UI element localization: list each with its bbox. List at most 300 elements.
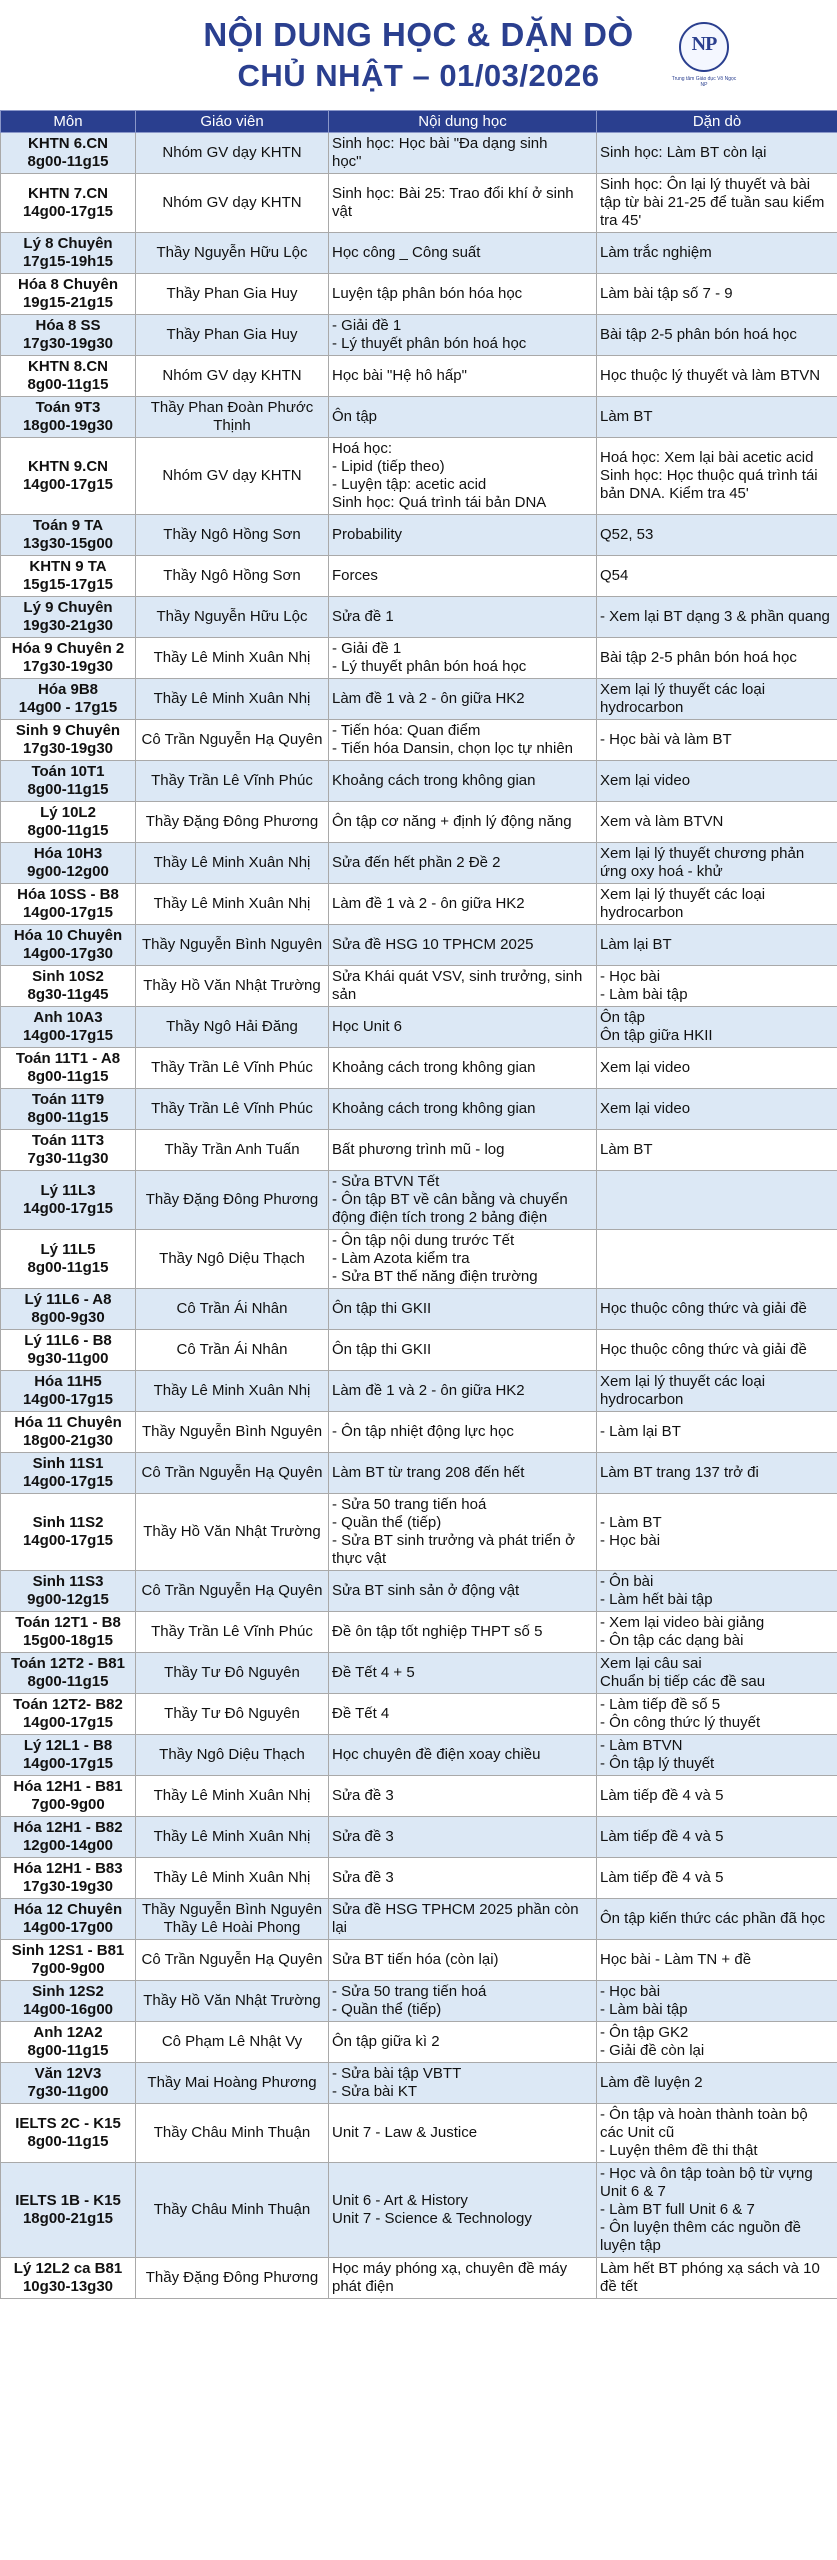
- cell-mon-line: 14g00-17g15: [22, 1200, 114, 1217]
- cell-mon: [1, 638, 136, 679]
- table-row: [1, 1371, 837, 1412]
- cell-dan-do: [597, 761, 837, 802]
- cell-giao-vien-line: Nhóm GV dạy KHTN: [162, 467, 302, 484]
- cell-mon: [1, 1412, 136, 1453]
- cell-dan-do-line: Làm đề luyện 2: [600, 2074, 703, 2091]
- cell-giao-vien: [136, 2104, 329, 2163]
- cell-noi-dung-hoc: [329, 1171, 597, 1230]
- cell-giao-vien: [136, 638, 329, 679]
- cell-mon: [1, 2022, 136, 2063]
- table-row: [1, 1981, 837, 2022]
- cell-dan-do-line: Làm tiếp đề 4 và 5: [600, 1787, 724, 1804]
- cell-noi-dung-hoc-line: động điện tích trong 2 bảng điện: [332, 1209, 548, 1226]
- cell-noi-dung-hoc-line: - Sửa BT thế năng điện trường: [332, 1268, 538, 1285]
- cell-dan-do-line: Làm BT: [600, 408, 653, 425]
- cell-dan-do: [597, 274, 837, 315]
- cell-mon: [1, 966, 136, 1007]
- cell-noi-dung-hoc-line: - Tiến hóa: Quan điểm: [332, 722, 481, 739]
- cell-giao-vien-line: Thầy Đặng Đông Phương: [145, 2269, 319, 2286]
- cell-mon: [1, 2104, 136, 2163]
- cell-mon-line: Lý 11L5: [40, 1241, 96, 1258]
- cell-dan-do: [597, 1694, 837, 1735]
- cell-noi-dung-hoc: [329, 1230, 597, 1289]
- cell-noi-dung-hoc-line: Sinh học: Quá trình tái bản DNA: [332, 494, 547, 511]
- cell-giao-vien: [136, 1007, 329, 1048]
- cell-mon-line: 15g00-18g15: [22, 1632, 114, 1649]
- table-row: [1, 1940, 837, 1981]
- cell-mon-line: 9g00-12g15: [27, 1591, 109, 1608]
- table-header: [1, 111, 837, 133]
- table-row: [1, 1453, 837, 1494]
- cell-giao-vien: [136, 925, 329, 966]
- cell-giao-vien-line: Thầy Lê Minh Xuân Nhị: [153, 649, 311, 666]
- cell-noi-dung-hoc-line: Học chuyên đề điện xoay chiều: [332, 1746, 541, 1763]
- cell-giao-vien: [136, 1653, 329, 1694]
- cell-giao-vien-line: Thầy Phan Đoàn Phước: [150, 399, 314, 416]
- cell-dan-do: [597, 925, 837, 966]
- table-row: [1, 1571, 837, 1612]
- cell-dan-do-line: - Làm BT: [600, 1514, 662, 1531]
- cell-mon-line: Sinh 11S1: [32, 1455, 104, 1472]
- cell-giao-vien-line: Thầy Nguyễn Hữu Lộc: [156, 608, 308, 625]
- cell-noi-dung-hoc-line: học": [332, 153, 362, 170]
- cell-giao-vien-line: Thầy Mai Hoàng Phương: [147, 2074, 317, 2091]
- cell-giao-vien: [136, 556, 329, 597]
- cell-giao-vien: [136, 1371, 329, 1412]
- cell-mon: [1, 1940, 136, 1981]
- cell-noi-dung-hoc-line: - Sửa BT sinh trưởng và phát triển ở: [332, 1532, 575, 1549]
- cell-mon-line: 8g00-9g30: [31, 1309, 105, 1326]
- cell-noi-dung-hoc-line: Sinh học: Học bài "Đa dạng sinh: [332, 135, 548, 152]
- table-row: [1, 315, 837, 356]
- cell-dan-do: [597, 720, 837, 761]
- cell-dan-do-line: Q54: [600, 567, 629, 584]
- header-mon: Môn: [1, 111, 136, 133]
- cell-noi-dung-hoc: [329, 966, 597, 1007]
- cell-giao-vien-line: Cô Trần Nguyễn Hạ Quyên: [141, 1951, 323, 1968]
- cell-noi-dung-hoc-line: Sinh học: Bài 25: Trao đổi khí ở sinh: [332, 185, 574, 202]
- cell-giao-vien-line: Thầy Nguyễn Bình Nguyên: [141, 1423, 323, 1440]
- cell-giao-vien-line: Thầy Lê Minh Xuân Nhị: [153, 1382, 311, 1399]
- cell-mon-line: 14g00-17g30: [22, 945, 114, 962]
- cell-giao-vien: [136, 1230, 329, 1289]
- cell-mon-line: 7g30-11g30: [27, 1150, 109, 1167]
- cell-noi-dung-hoc-line: Sửa đề 1: [332, 608, 394, 625]
- cell-noi-dung-hoc-line: - Quần thể (tiếp): [332, 1514, 442, 1531]
- cell-noi-dung-hoc-line: - Ôn tập BT về cân bằng và chuyển: [332, 1191, 568, 1208]
- cell-giao-vien: [136, 802, 329, 843]
- schedule-table: [0, 110, 837, 2299]
- cell-noi-dung-hoc-line: Luyện tập phân bón hóa học: [332, 285, 523, 302]
- cell-noi-dung-hoc-line: Unit 7 - Science & Technology: [332, 2210, 532, 2227]
- cell-mon-line: 8g00-11g15: [27, 1259, 109, 1276]
- cell-giao-vien: [136, 1048, 329, 1089]
- cell-mon-line: 14g00-17g15: [22, 1755, 114, 1772]
- table-row: [1, 1653, 837, 1694]
- cell-giao-vien-line: Thầy Hồ Văn Nhật Trường: [143, 1523, 321, 1540]
- cell-dan-do-line: - Học bài: [600, 1983, 661, 2000]
- cell-mon: [1, 174, 136, 233]
- cell-mon: [1, 1653, 136, 1694]
- cell-giao-vien-line: Nhóm GV dạy KHTN: [162, 144, 302, 161]
- cell-giao-vien: [136, 438, 329, 515]
- cell-mon: [1, 2063, 136, 2104]
- page-title: NỘI DUNG HỌC & DẶN DÒ: [203, 16, 634, 53]
- cell-dan-do: [597, 1735, 837, 1776]
- cell-noi-dung-hoc: [329, 397, 597, 438]
- cell-dan-do-line: - Ôn tập các dạng bài: [600, 1632, 744, 1649]
- cell-giao-vien-line: Thầy Trần Lê Vĩnh Phúc: [151, 1059, 313, 1076]
- cell-giao-vien: [136, 133, 329, 174]
- cell-dan-do: [597, 1858, 837, 1899]
- cell-dan-do: [597, 2022, 837, 2063]
- cell-noi-dung-hoc-line: - Lý thuyết phân bón hoá học: [332, 335, 527, 352]
- cell-noi-dung-hoc-line: Unit 6 - Art & History: [332, 2192, 468, 2209]
- table-row: [1, 2104, 837, 2163]
- cell-dan-do-line: - Giải đề còn lại: [600, 2042, 705, 2059]
- cell-noi-dung-hoc-line: Học máy phóng xạ, chuyên đề máy: [332, 2260, 568, 2277]
- cell-giao-vien: [136, 1899, 329, 1940]
- cell-mon-line: KHTN 7.CN: [27, 185, 108, 202]
- cell-noi-dung-hoc-line: - Giải đề 1: [332, 640, 402, 657]
- cell-mon-line: Sinh 11S2: [32, 1514, 104, 1531]
- cell-giao-vien: [136, 1940, 329, 1981]
- cell-dan-do: [597, 843, 837, 884]
- cell-noi-dung-hoc-line: Làm đề 1 và 2 - ôn giữa HK2: [332, 895, 525, 912]
- cell-giao-vien: [136, 356, 329, 397]
- cell-mon: [1, 438, 136, 515]
- cell-dan-do-line: Xem lại lý thuyết các loại: [600, 681, 766, 698]
- cell-dan-do-line: Làm BT trang 137 trở đi: [600, 1464, 759, 1481]
- cell-mon-line: 18g00-21g30: [22, 1432, 114, 1449]
- cell-noi-dung-hoc: [329, 597, 597, 638]
- cell-giao-vien: [136, 1330, 329, 1371]
- cell-dan-do: [597, 397, 837, 438]
- table-row: [1, 174, 837, 233]
- cell-noi-dung-hoc-line: Làm BT từ trang 208 đến hết: [332, 1464, 525, 1481]
- table-row: [1, 556, 837, 597]
- cell-dan-do: [597, 515, 837, 556]
- cell-noi-dung-hoc-line: - Sửa bài KT: [332, 2083, 418, 2100]
- cell-dan-do-line: Ôn tập giữa HKII: [600, 1027, 713, 1044]
- table-body: [1, 133, 837, 2299]
- cell-mon-line: 14g00-17g00: [22, 1919, 114, 1936]
- cell-dan-do: [597, 174, 837, 233]
- cell-mon-line: Lý 11L6 - A8: [24, 1291, 112, 1308]
- cell-mon-line: Toán 9 TA: [32, 517, 104, 534]
- cell-mon-line: Hóa 10H3: [33, 845, 103, 862]
- logo-text: NP: [691, 33, 717, 55]
- cell-noi-dung-hoc: [329, 1981, 597, 2022]
- cell-mon-line: Hóa 11 Chuyên: [14, 1414, 122, 1431]
- cell-noi-dung-hoc-line: Làm đề 1 và 2 - ôn giữa HK2: [332, 1382, 525, 1399]
- cell-dan-do: [597, 884, 837, 925]
- cell-noi-dung-hoc: [329, 515, 597, 556]
- cell-mon-line: Hóa 11H5: [34, 1373, 102, 1390]
- cell-dan-do: [597, 2258, 837, 2299]
- cell-noi-dung-hoc: [329, 1453, 597, 1494]
- cell-giao-vien: [136, 1289, 329, 1330]
- cell-dan-do: [597, 1776, 837, 1817]
- cell-noi-dung-hoc-line: Sửa đề 3: [332, 1828, 394, 1845]
- cell-noi-dung-hoc-line: Sửa đề 3: [332, 1869, 394, 1886]
- cell-mon-line: Hóa 8 SS: [35, 317, 101, 334]
- cell-dan-do-line: Học thuộc lý thuyết và làm BTVN: [600, 367, 821, 384]
- table-row: [1, 1612, 837, 1653]
- cell-giao-vien-line: Thịnh: [213, 417, 251, 434]
- cell-noi-dung-hoc-line: Ôn tập thi GKII: [332, 1300, 432, 1317]
- table-row: [1, 1089, 837, 1130]
- cell-dan-do-line: Xem lại video: [600, 1059, 691, 1076]
- cell-dan-do-line: Hoá học: Xem lại bài acetic acid: [600, 449, 814, 466]
- table-row: [1, 1230, 837, 1289]
- cell-dan-do: [597, 1089, 837, 1130]
- cell-dan-do-line: - Làm BT full Unit 6 & 7: [600, 2201, 755, 2218]
- cell-giao-vien-line: Nhóm GV dạy KHTN: [162, 367, 302, 384]
- cell-dan-do-line: - Xem lại BT dạng 3 & phần quang: [600, 608, 830, 625]
- cell-dan-do-line: Làm hết BT phóng xạ sách và 10: [600, 2260, 820, 2277]
- cell-mon-line: 17g30-19g30: [22, 658, 114, 675]
- cell-noi-dung-hoc-line: - Ôn tập nhiệt động lực học: [332, 1423, 514, 1440]
- cell-noi-dung-hoc: [329, 233, 597, 274]
- table-row: [1, 1171, 837, 1230]
- cell-mon: [1, 597, 136, 638]
- cell-mon: [1, 1171, 136, 1230]
- cell-dan-do-line: Làm trắc nghiệm: [600, 244, 712, 261]
- cell-mon-line: Hóa 10SS - B8: [17, 886, 119, 903]
- cell-noi-dung-hoc: [329, 1412, 597, 1453]
- cell-noi-dung-hoc: [329, 1048, 597, 1089]
- cell-dan-do-line: Học thuộc công thức và giải đề: [600, 1341, 807, 1358]
- table-row: [1, 1330, 837, 1371]
- cell-giao-vien: [136, 843, 329, 884]
- cell-dan-do-line: - Làm BTVN: [600, 1737, 683, 1754]
- table-row: [1, 1694, 837, 1735]
- cell-dan-do: [597, 133, 837, 174]
- cell-dan-do-line: - Luyện thêm đề thi thật: [600, 2142, 758, 2159]
- cell-mon-line: 14g00-17g15: [22, 1391, 114, 1408]
- cell-dan-do: [597, 1371, 837, 1412]
- cell-dan-do-line: Sinh học: Ôn lại lý thuyết và bài: [600, 176, 811, 193]
- cell-giao-vien-line: Cô Trần Ái Nhân: [176, 1300, 288, 1317]
- cell-dan-do-line: - Ôn tập GK2: [600, 2024, 689, 2041]
- cell-mon-line: 12g00-14g00: [22, 1837, 114, 1854]
- cell-mon: [1, 843, 136, 884]
- cell-mon: [1, 1371, 136, 1412]
- cell-mon-line: Hóa 12H1 - B82: [13, 1819, 123, 1836]
- cell-giao-vien: [136, 233, 329, 274]
- cell-giao-vien: [136, 1776, 329, 1817]
- cell-mon-line: Toán 10T1: [31, 763, 105, 780]
- cell-giao-vien-line: Thầy Lê Minh Xuân Nhị: [153, 1869, 311, 1886]
- cell-noi-dung-hoc-line: Hoá học:: [332, 440, 393, 457]
- table-row: [1, 1007, 837, 1048]
- table-row: [1, 515, 837, 556]
- cell-mon: [1, 1048, 136, 1089]
- cell-mon: [1, 1230, 136, 1289]
- cell-mon-line: 10g30-13g30: [22, 2278, 114, 2295]
- cell-mon-line: 14g00-17g15: [22, 1532, 114, 1549]
- cell-giao-vien-line: Thầy Ngô Hải Đăng: [166, 1018, 298, 1035]
- cell-giao-vien: [136, 1981, 329, 2022]
- cell-mon-line: Anh 12A2: [33, 2024, 103, 2041]
- cell-mon: [1, 761, 136, 802]
- cell-dan-do: [597, 597, 837, 638]
- cell-mon: [1, 1981, 136, 2022]
- cell-giao-vien: [136, 1494, 329, 1571]
- table-row: [1, 1899, 837, 1940]
- cell-mon-line: 8g00-11g15: [27, 2133, 109, 2150]
- cell-dan-do-line: Làm tiếp đề 4 và 5: [600, 1869, 724, 1886]
- cell-noi-dung-hoc: [329, 1571, 597, 1612]
- cell-dan-do: [597, 1330, 837, 1371]
- cell-mon: [1, 802, 136, 843]
- cell-noi-dung-hoc-line: - Sửa bài tập VBTT: [332, 2065, 462, 2082]
- cell-mon-line: Lý 12L2 ca B81: [13, 2260, 123, 2277]
- cell-giao-vien-line: Thầy Phan Gia Huy: [166, 326, 298, 343]
- cell-noi-dung-hoc: [329, 2258, 597, 2299]
- cell-giao-vien: [136, 274, 329, 315]
- cell-mon: [1, 2258, 136, 2299]
- page-header: [0, 0, 837, 110]
- cell-mon-line: Toán 12T2 - B81: [11, 1655, 125, 1672]
- cell-mon: [1, 925, 136, 966]
- cell-dan-do: [597, 315, 837, 356]
- cell-noi-dung-hoc: [329, 274, 597, 315]
- cell-mon-line: 17g30-19g30: [22, 335, 114, 352]
- cell-dan-do-line: - Ôn công thức lý thuyết: [600, 1714, 761, 1731]
- cell-noi-dung-hoc: [329, 1130, 597, 1171]
- cell-giao-vien: [136, 679, 329, 720]
- cell-mon-line: 13g30-15g00: [22, 535, 114, 552]
- cell-giao-vien: [136, 2022, 329, 2063]
- cell-dan-do: [597, 1494, 837, 1571]
- cell-giao-vien-line: Cô Trần Ái Nhân: [176, 1341, 288, 1358]
- table-row: [1, 802, 837, 843]
- cell-mon: [1, 1130, 136, 1171]
- cell-noi-dung-hoc: [329, 2063, 597, 2104]
- cell-noi-dung-hoc-line: Học công _ Công suất: [332, 244, 481, 261]
- table-row: [1, 1858, 837, 1899]
- cell-mon-line: Hóa 12H1 - B81: [13, 1778, 123, 1795]
- table-row: [1, 438, 837, 515]
- cell-noi-dung-hoc: [329, 1289, 597, 1330]
- brand-logo: [671, 22, 737, 88]
- cell-noi-dung-hoc-line: Học Unit 6: [332, 1018, 403, 1035]
- cell-mon-line: Hóa 9B8: [37, 681, 99, 698]
- cell-mon-line: KHTN 9 TA: [29, 558, 107, 575]
- table-row: [1, 1735, 837, 1776]
- cell-dan-do-line: Học thuộc công thức và giải đề: [600, 1300, 807, 1317]
- cell-noi-dung-hoc: [329, 638, 597, 679]
- cell-mon: [1, 1007, 136, 1048]
- cell-noi-dung-hoc: [329, 1612, 597, 1653]
- cell-dan-do-line: tập từ bài 21-25 để tuần sau kiểm: [600, 194, 825, 211]
- cell-giao-vien: [136, 720, 329, 761]
- cell-dan-do: [597, 1653, 837, 1694]
- cell-dan-do: [597, 802, 837, 843]
- cell-giao-vien-line: Thầy Lê Minh Xuân Nhị: [153, 690, 311, 707]
- cell-noi-dung-hoc-line: Unit 7 - Law & Justice: [332, 2124, 478, 2141]
- cell-mon-line: Lý 12L1 - B8: [23, 1737, 113, 1754]
- cell-giao-vien-line: Thầy Trần Lê Vĩnh Phúc: [151, 772, 313, 789]
- cell-mon: [1, 1776, 136, 1817]
- cell-dan-do-line: - Làm lại BT: [600, 1423, 681, 1440]
- cell-mon-line: Lý 11L3: [40, 1182, 96, 1199]
- cell-noi-dung-hoc-line: Sửa đến hết phần 2 Đề 2: [332, 854, 501, 871]
- table-row: [1, 884, 837, 925]
- cell-dan-do: [597, 1412, 837, 1453]
- cell-mon-line: Văn 12V3: [34, 2065, 102, 2082]
- cell-giao-vien: [136, 1612, 329, 1653]
- cell-mon-line: 19g30-21g30: [22, 617, 114, 634]
- cell-noi-dung-hoc: [329, 133, 597, 174]
- cell-dan-do-line: hydrocarbon: [600, 1391, 684, 1408]
- cell-mon: [1, 884, 136, 925]
- cell-noi-dung-hoc-line: Khoảng cách trong không gian: [332, 1059, 536, 1076]
- table-row: [1, 966, 837, 1007]
- cell-noi-dung-hoc: [329, 174, 597, 233]
- cell-noi-dung-hoc-line: - Sửa BTVN Tết: [332, 1173, 440, 1190]
- cell-giao-vien-line: Thầy Đặng Đông Phương: [145, 1191, 319, 1208]
- cell-giao-vien-line: Thầy Ngô Diệu Thạch: [159, 1746, 305, 1763]
- cell-dan-do-line: - Xem lại video bài giảng: [600, 1614, 765, 1631]
- cell-giao-vien: [136, 1412, 329, 1453]
- cell-noi-dung-hoc-line: Forces: [332, 567, 378, 584]
- cell-dan-do-line: tra 45': [600, 212, 642, 229]
- cell-noi-dung-hoc-line: Sửa Khái quát VSV, sinh trưởng, sinh: [332, 968, 583, 985]
- cell-giao-vien-line: Nhóm GV dạy KHTN: [162, 194, 302, 211]
- cell-noi-dung-hoc-line: - Lý thuyết phân bón hoá học: [332, 658, 527, 675]
- cell-mon-line: 9g00-12g00: [27, 863, 109, 880]
- cell-dan-do-line: Làm BT: [600, 1141, 653, 1158]
- cell-noi-dung-hoc-line: Sửa BT sinh sản ở động vật: [332, 1582, 520, 1599]
- cell-giao-vien-line: Thầy Hồ Văn Nhật Trường: [143, 977, 321, 994]
- cell-giao-vien: [136, 761, 329, 802]
- cell-mon-line: Sinh 9 Chuyên: [15, 722, 121, 739]
- cell-mon-line: Sinh 10S2: [32, 968, 104, 985]
- cell-giao-vien-line: Thầy Trần Anh Tuấn: [164, 1141, 300, 1158]
- cell-dan-do-line: Ôn tập kiến thức các phần đã học: [600, 1910, 826, 1927]
- cell-dan-do-line: Unit 6 & 7: [600, 2183, 666, 2200]
- cell-mon-line: 18g00-19g30: [22, 417, 114, 434]
- cell-giao-vien-line: Thầy Tư Đô Nguyên: [164, 1705, 300, 1722]
- cell-giao-vien-line: Thầy Ngô Diệu Thạch: [159, 1250, 305, 1267]
- cell-mon: [1, 1494, 136, 1571]
- cell-noi-dung-hoc-line: Sửa đề HSG TPHCM 2025 phần còn lại: [332, 1901, 579, 1936]
- cell-giao-vien: [136, 2163, 329, 2258]
- cell-mon: [1, 274, 136, 315]
- cell-dan-do-line: Học bài - Làm TN + đề: [600, 1951, 752, 1968]
- cell-dan-do-line: Xem và làm BTVN: [600, 813, 724, 830]
- cell-dan-do: [597, 2104, 837, 2163]
- cell-noi-dung-hoc: [329, 1330, 597, 1371]
- cell-giao-vien-line: Cô Trần Nguyễn Hạ Quyên: [141, 731, 323, 748]
- cell-mon-line: Hóa 12 Chuyên: [13, 1901, 123, 1918]
- cell-mon: [1, 1089, 136, 1130]
- cell-noi-dung-hoc-line: Ôn tập thi GKII: [332, 1341, 432, 1358]
- cell-giao-vien: [136, 397, 329, 438]
- cell-giao-vien: [136, 2258, 329, 2299]
- cell-mon-line: 8g00-11g15: [27, 1109, 109, 1126]
- cell-dan-do: [597, 356, 837, 397]
- cell-noi-dung-hoc-line: Làm đề 1 và 2 - ôn giữa HK2: [332, 690, 525, 707]
- cell-mon-line: 7g30-11g00: [27, 2083, 109, 2100]
- cell-noi-dung-hoc-line: Ôn tập cơ năng + định lý động năng: [332, 813, 572, 830]
- cell-dan-do-line: hydrocarbon: [600, 904, 684, 921]
- cell-mon-line: 14g00-17g15: [22, 1027, 114, 1044]
- table-row: [1, 397, 837, 438]
